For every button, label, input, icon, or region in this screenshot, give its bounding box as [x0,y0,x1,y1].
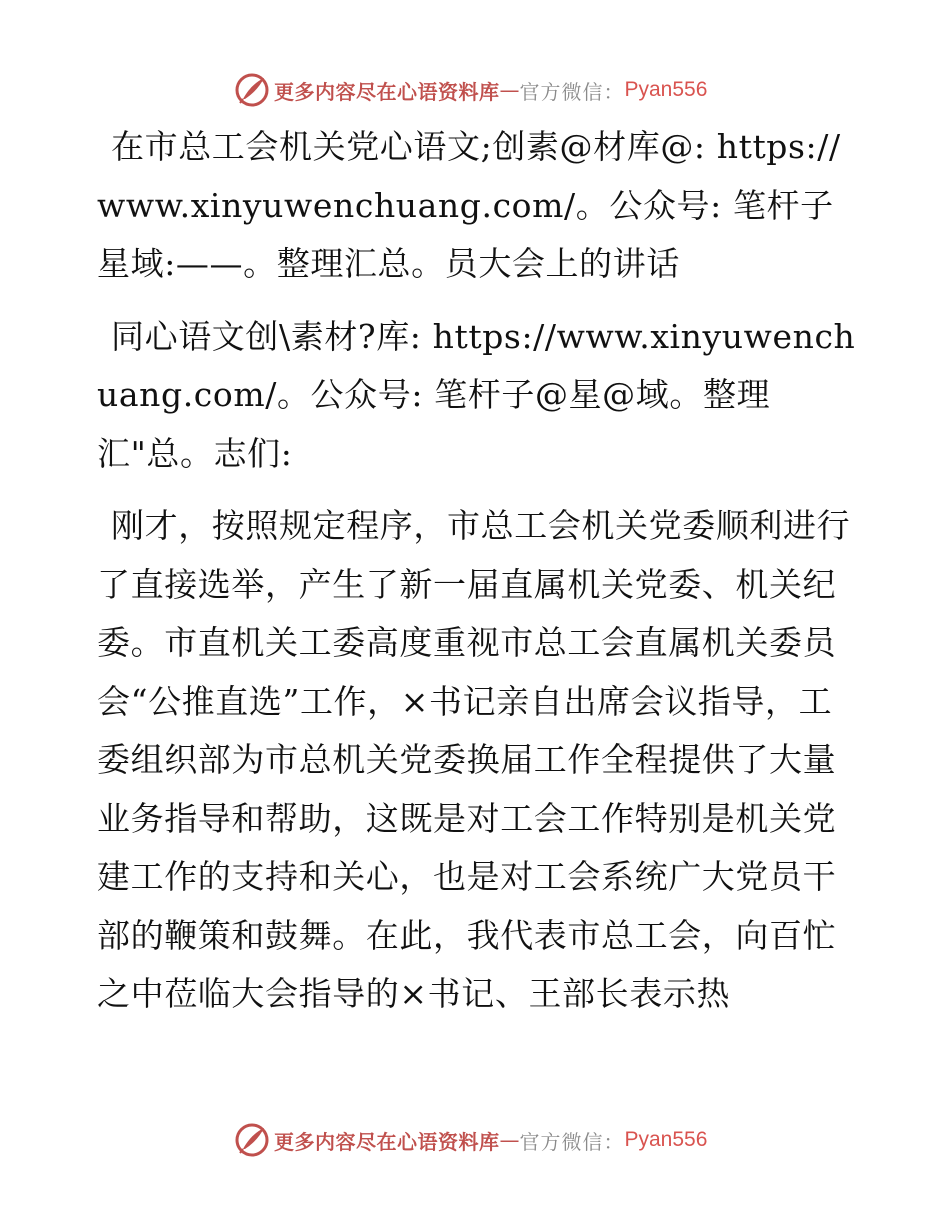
paragraph-salutation: 同心语文创\素材?库: https://www.xinyuwenchuang.com/。公众号: 笔杆子@星@域。整理汇"总。志们: [97,316,856,473]
feather-pen-logo-icon [234,1122,270,1158]
banner-separator: — [499,78,520,102]
paragraph-main: 刚才，按照规定程序，市总工会机关党委顺利进行了直接选举，产生了新一届直属机关党委、机关纪委。市直机关工委高度重视市总工会直属机关委员会“公推直选”工作，×书记亲自出席会议指导，工委组织部为市总机关党委换届工作全程提供了大量业务指导和帮助，这既是对工会工作特别是机关党建工作的支持和关心，也是对工会系统广大党员干部的鞭策和鼓舞。在此，我代表市总工会，向百忙之中莅临大会指导的×书记、王部长表示热 [97,506,851,1013]
footer-banner [234,1122,734,1158]
feather-pen-logo-icon [234,72,270,108]
banner-wechat-id: Pyan556 [624,1128,708,1151]
paragraph-title: 在市总工会机关党心语文;创素@材库@: https://www.xinyuwenchuang.com/。公众号: 笔杆子星域:——。整理汇总。员大会上的讲话 [97,127,841,283]
banner-main-text: 更多内容尽在心语资料库 [274,79,500,104]
banner-separator: — [499,1128,520,1152]
banner-wechat-id: Pyan556 [624,78,708,101]
banner-main-text: 更多内容尽在心语资料库 [274,1129,500,1154]
header-banner [234,72,734,108]
banner-label: 官方微信： [519,1129,625,1154]
document-body [97,118,857,1024]
banner-label: 官方微信： [519,79,625,104]
